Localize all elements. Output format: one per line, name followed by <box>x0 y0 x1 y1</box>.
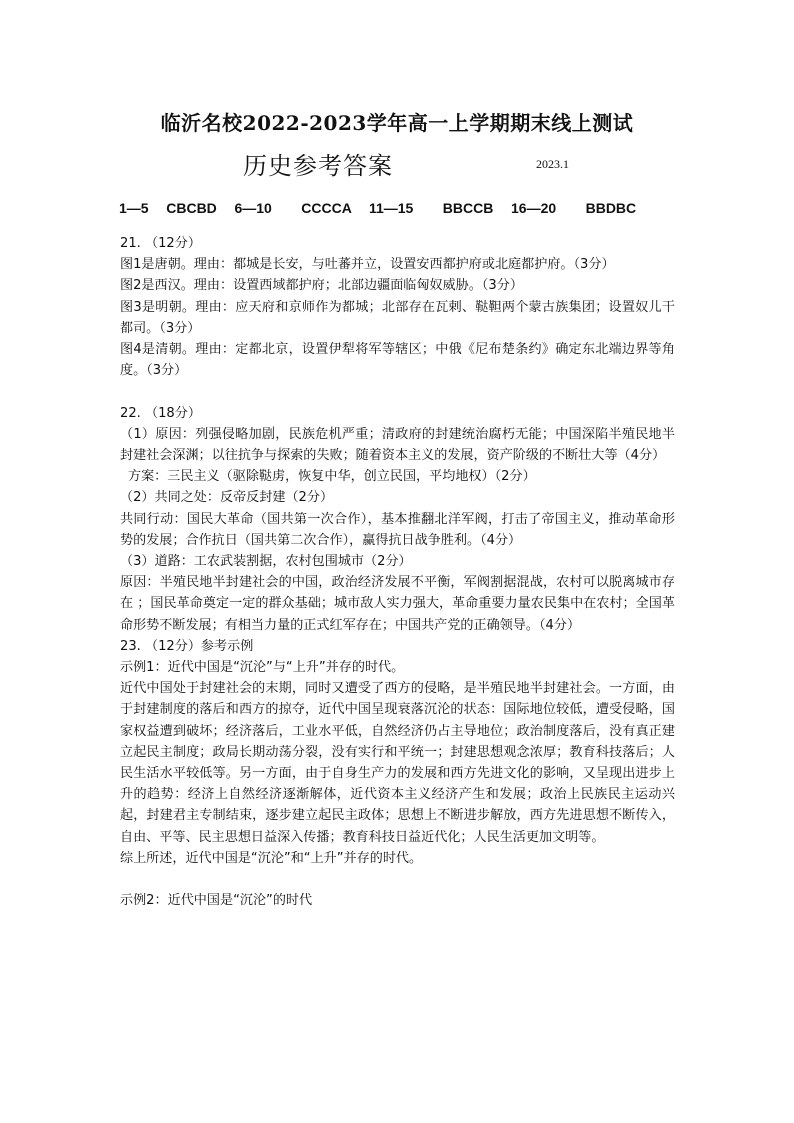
q21-answer-4: 图4是清朝。理由：定都北京，设置伊犁将军等辖区；中俄《尼布楚条约》确定东北端边界等角度。（3分） <box>120 342 675 379</box>
document-subtitle: 历史参考答案 <box>243 152 393 180</box>
q23-example1-body: 近代中国处于封建社会的末期，同时又遭受了西方的侵略，是半殖民地半封建社会。一方面，由于封建制度的落后和西方的掠夺，近代中国呈现衰落沉沦的状态：国际地位较低，遭受侵略，国家权益遭到破坏；经济落后，工业水平低，自然经济仍占主导地位；政治制度落后，没有真正建立起民主制度；政局长期动荡分裂，没有实行和平统一；封建思想观念浓厚；教育科技落后；人民生活水平较低等。另一方面，由于自身生产力的发展和西方先进文化的影响，又呈现出进步上升的趋势：经济上自然经济逐渐解体，近代资本主义经济产生和发展；政治上民族民主运动兴起，封建君主专制结束，逐步建立起民主政体；思想上不断进步解放，西方先进思想不断传入，自由、平等、民主思想日益深入传播；教育科技日益近代化；人民生活更加文明等。 <box>120 681 675 845</box>
answer-body <box>120 233 675 911</box>
q22-part2-actions: 共同行动：国民大革命（国共第一次合作），基本推翻北洋军阀，打击了帝国主义，推动革命形势的发展；合作抗日（国共第二次合作），赢得抗日战争胜利。（4分） <box>120 511 675 548</box>
spacer <box>120 381 675 402</box>
q22-part3-road: （3）道路：工农武装割据，农村包围城市（2分） <box>120 554 412 570</box>
document-title: 临沂名校2022-2023学年高一上学期期末线上测试 <box>160 111 634 135</box>
q23-example2-title: 示例2：近代中国是“沉沦”的时代 <box>120 893 313 909</box>
q22-part1-plan: 方案：三民主义（驱除鞑虏，恢复中华，创立民国，平均地权）（2分） <box>128 469 536 485</box>
q23-example1-conclusion: 综上所述，近代中国是“沉沦”和“上升”并存的时代。 <box>120 850 423 866</box>
q22-part2-common: （2）共同之处：反帝反封建（2分） <box>120 490 334 506</box>
multiple-choice-answers: 1—5 CBCBD 6—10 CCCCA 11—15 BBCCB 16—20 BBDBC <box>119 200 637 216</box>
q22-heading: 22. （18分） <box>120 405 201 421</box>
q22-part3-reasons: 原因：半殖民地半封建社会的中国，政治经济发展不平衡，军阀割据混战，农村可以脱离城市存在 ；国民革命奠定一定的群众基础；城市敌人实力强大，革命重要力量农民集中在农村；全国革命形势不断发展；有相当力量的正式红军存在；中国共产党的正确领导。（4分） <box>120 575 675 633</box>
q21-answer-3: 图3是明朝。理由：应天府和京师作为都城；北部存在瓦剌、鞑靼两个蒙古族集团；设置奴儿干都司。（3分） <box>120 299 675 336</box>
document-date: 2023.1 <box>536 157 569 171</box>
q22-part1-reasons: （1）原因：列强侵略加剧，民族危机严重；清政府的封建统治腐朽无能；中国深陷半殖民地半封建社会深渊；以往抗争与探索的失败；随着资本主义的发展，资产阶级的不断壮大等（4分） <box>120 426 675 464</box>
spacer <box>120 869 675 890</box>
q23-heading: 23. （12分）参考示例 <box>120 638 254 654</box>
q21-answer-2: 图2是西汉。理由：设置西域都护府；北部边疆面临匈奴威胁。（3分） <box>120 278 523 294</box>
q21-heading: 21. （12分） <box>120 236 201 251</box>
q23-example1-title: 示例1：近代中国是“沉沦”与“上升”并存的时代。 <box>120 660 405 676</box>
q21-answer-1: 图1是唐朝。理由：都城是长安，与吐蕃并立，设置安西都护府或北庭都护府。（3分） <box>120 257 615 273</box>
